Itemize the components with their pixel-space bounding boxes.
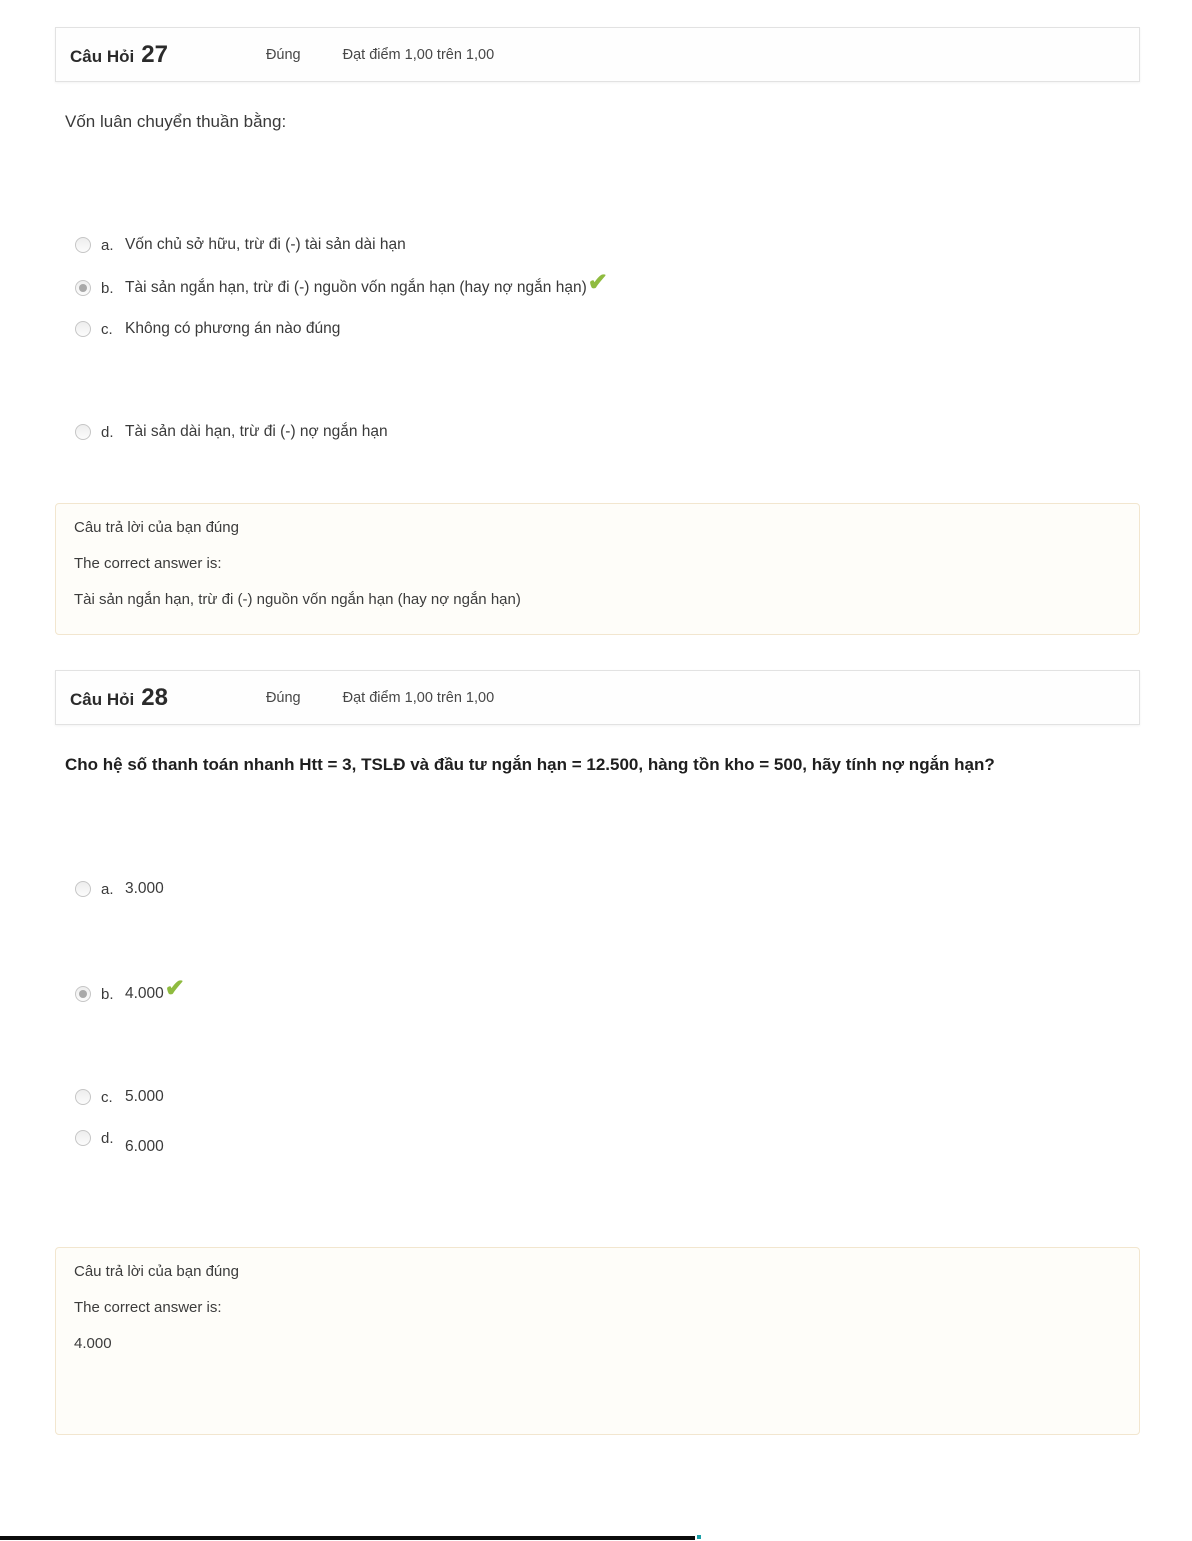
feedback-result: Câu trả lời của bạn đúng	[74, 1263, 239, 1280]
question-title	[70, 41, 168, 69]
feedback-box	[55, 1247, 1140, 1435]
option-text: Tài sản dài hạn, trừ đi (-) nợ ngắn hạn	[125, 423, 388, 440]
answer-option-b[interactable]	[75, 269, 1140, 297]
answer-options	[55, 880, 1140, 1155]
question-number: 28	[141, 683, 168, 711]
correct-answer-text: Tài sản ngắn hạn, trừ đi (-) nguồn vốn ngắn hạn (hay nợ ngắn hạn)	[74, 591, 521, 608]
question-text: Cho hệ số thanh toán nhanh Htt = 3, TSLĐ và đầu tư ngắn hạn = 12.500, hàng tồn kho = 500, hãy tính nợ ngắn hạn?	[65, 755, 995, 774]
option-text: 3.000	[125, 880, 164, 897]
option-text: 6.000	[125, 1138, 164, 1155]
feedback-result: Câu trả lời của bạn đúng	[74, 519, 239, 536]
question-number: 27	[141, 40, 168, 68]
question-title	[70, 684, 168, 712]
cursor-artifact-dot	[697, 1535, 701, 1539]
option-letter: d.	[101, 1129, 114, 1147]
option-letter: c.	[101, 320, 113, 338]
option-letter: b.	[101, 985, 114, 1003]
question-27	[55, 27, 1140, 635]
question-text: Vốn luân chuyển thuần bằng:	[65, 112, 287, 131]
radio-button[interactable]	[75, 881, 91, 897]
option-letter: b.	[101, 279, 114, 297]
radio-button-selected[interactable]	[75, 986, 91, 1002]
correct-answer-label: The correct answer is:	[74, 555, 222, 572]
answer-options	[55, 236, 1140, 441]
question-grade: Đạt điểm 1,00 trên 1,00	[342, 46, 495, 63]
question-state-badge: Đúng	[265, 46, 301, 63]
question-grade: Đạt điểm 1,00 trên 1,00	[342, 689, 495, 706]
feedback-box	[55, 503, 1140, 635]
radio-button[interactable]	[75, 424, 91, 440]
radio-button[interactable]	[75, 237, 91, 253]
correct-check-icon: ✔	[587, 269, 608, 296]
radio-button-selected[interactable]	[75, 280, 91, 296]
option-letter: c.	[101, 1088, 113, 1106]
correct-answer-label: The correct answer is:	[74, 1299, 222, 1316]
correct-check-icon: ✔	[164, 975, 185, 1002]
option-text: Tài sản ngắn hạn, trừ đi (-) nguồn vốn ngắn hạn (hay nợ ngắn hạn)	[125, 279, 587, 296]
correct-answer-text: 4.000	[74, 1335, 112, 1352]
answer-option-c[interactable]	[75, 320, 1140, 338]
question-title-prefix: Câu Hỏi	[70, 46, 135, 66]
answer-option-d[interactable]	[75, 423, 1140, 441]
option-text: 5.000	[125, 1088, 164, 1105]
option-letter: d.	[101, 423, 114, 441]
answer-option-a[interactable]	[75, 236, 1140, 254]
answer-option-a[interactable]	[75, 880, 1140, 898]
radio-button[interactable]	[75, 1089, 91, 1105]
answer-option-d[interactable]	[75, 1129, 1140, 1155]
question-header	[55, 27, 1140, 82]
answer-option-b[interactable]	[75, 975, 1140, 1003]
option-text: Không có phương án nào đúng	[125, 320, 341, 337]
radio-button[interactable]	[75, 1130, 91, 1146]
radio-button[interactable]	[75, 321, 91, 337]
option-letter: a.	[101, 880, 114, 898]
question-28	[55, 670, 1140, 1435]
question-state-badge: Đúng	[265, 689, 301, 706]
question-title-prefix: Câu Hỏi	[70, 689, 135, 709]
option-text: Vốn chủ sở hữu, trừ đi (-) tài sản dài hạn	[125, 236, 406, 253]
answer-option-c[interactable]	[75, 1088, 1140, 1106]
option-letter: a.	[101, 236, 114, 254]
bottom-divider	[0, 1536, 695, 1540]
question-header	[55, 670, 1140, 725]
option-text: 4.000	[125, 985, 164, 1002]
